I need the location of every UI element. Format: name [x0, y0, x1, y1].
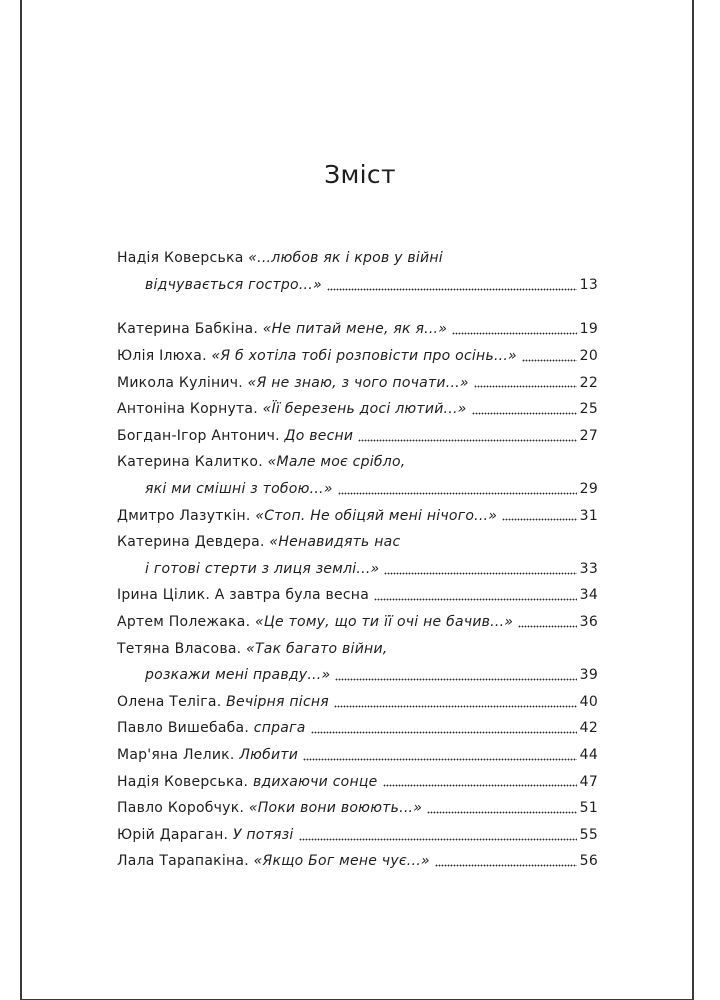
toc-author: Артем Полежака — [117, 614, 246, 631]
page-right-edge — [692, 0, 694, 1000]
toc-entry-continuation[interactable] — [117, 556, 598, 583]
toc-entry[interactable] — [117, 609, 598, 636]
toc-title: «Ненавидять нас — [269, 534, 401, 551]
dot-leader — [374, 598, 577, 602]
toc-author: Катерина Девдера — [117, 534, 261, 551]
toc-entry[interactable] — [117, 423, 598, 450]
toc-author: Микола Кулінич — [117, 374, 239, 391]
toc-author: Надія Коверська — [117, 250, 244, 267]
toc-separator: . — [245, 614, 256, 631]
toc-author: Юлія Ілюха — [117, 348, 203, 365]
toc-title: До весни — [284, 427, 354, 444]
toc-author: Надія Коверська — [117, 773, 244, 790]
toc-page-number: 25 — [579, 401, 598, 418]
toc-title: «Я б хотіла тобі розповісти про осінь...» — [211, 348, 517, 365]
toc-title-continuation: відчувається гостро...» — [145, 276, 322, 293]
toc-entry[interactable] — [117, 715, 598, 742]
toc-page-number: 40 — [579, 693, 598, 710]
toc-author: Лала Тарапакіна — [117, 853, 245, 870]
dot-leader — [452, 332, 577, 336]
toc-entry[interactable] — [117, 821, 598, 848]
page-title: Зміст — [324, 160, 396, 189]
toc-page-number: 22 — [579, 374, 598, 391]
toc-entry-continuation[interactable] — [117, 662, 598, 689]
toc-title: А завтра була весна — [214, 587, 370, 604]
toc-title-continuation: розкажи мені правду...» — [145, 667, 331, 684]
dot-leader — [299, 837, 577, 841]
toc-title: «Поки вони воюють...» — [248, 800, 423, 817]
toc-page-number: 19 — [579, 321, 598, 338]
toc-author: Олена Теліга — [117, 693, 217, 710]
toc-entry[interactable] — [117, 316, 598, 343]
dot-leader — [474, 385, 577, 389]
toc-separator: . — [239, 800, 249, 817]
toc-separator: . — [243, 773, 253, 790]
toc-entry-continuation[interactable] — [117, 272, 598, 299]
toc-separator: . — [244, 720, 254, 737]
toc-separator: . — [275, 427, 285, 444]
toc-author: Павло Вишебаба — [117, 720, 245, 737]
toc-title: «Так багато війни, — [246, 640, 388, 657]
toc-page-number: 33 — [579, 560, 598, 577]
dot-leader — [383, 784, 577, 788]
toc-page-number: 34 — [579, 587, 598, 604]
toc-author: Ірина Цілик — [117, 587, 206, 604]
toc-page-number: 36 — [579, 614, 598, 631]
toc-author: Тетяна Власова — [117, 640, 237, 657]
toc-title: вдихаючи сонце — [252, 773, 378, 790]
toc-page-number: 56 — [579, 853, 598, 870]
toc-page-number: 27 — [579, 427, 598, 444]
toc-page-number: 44 — [579, 746, 598, 763]
dot-leader — [334, 704, 577, 708]
toc-separator: . — [205, 587, 215, 604]
toc-separator: . — [244, 853, 254, 870]
dot-leader — [358, 438, 576, 442]
toc-author: Катерина Калитко — [117, 454, 259, 471]
toc-entry[interactable] — [117, 245, 598, 272]
toc-title: «Стоп. Не обіцяй мені нічого...» — [255, 507, 498, 524]
toc-separator: . — [253, 401, 263, 418]
toc-page-number: 55 — [579, 826, 598, 843]
toc-title: Любити — [239, 746, 299, 763]
toc-page-number: 13 — [579, 276, 598, 293]
toc-title: «Мале моє срібло, — [267, 454, 406, 471]
toc-author: Павло Коробчук — [117, 800, 240, 817]
toc-entry[interactable] — [117, 848, 598, 875]
dot-leader — [435, 864, 577, 868]
toc-page-number: 42 — [579, 720, 598, 737]
toc-entry[interactable] — [117, 529, 598, 556]
toc-page-number: 29 — [579, 481, 598, 498]
toc-entry-continuation[interactable] — [117, 476, 598, 503]
toc-page-number: 31 — [579, 507, 598, 524]
toc-separator: . — [245, 507, 256, 524]
dot-leader — [472, 412, 577, 416]
toc-author: Юрій Дараган — [117, 826, 224, 843]
dot-leader — [335, 678, 576, 682]
toc-entry[interactable] — [117, 742, 598, 769]
toc-separator: . — [236, 640, 247, 657]
toc-title-continuation: і готові стерти з лиця землі...» — [145, 560, 380, 577]
toc-title: «...любов як і кров у війні — [248, 250, 443, 267]
page-left-edge — [20, 0, 22, 1000]
toc-page-number: 47 — [579, 773, 598, 790]
toc-author: Мар'яна Лелик — [117, 746, 230, 763]
toc-entry[interactable] — [117, 582, 598, 609]
toc-entry[interactable] — [117, 343, 598, 370]
toc-separator: . — [202, 348, 212, 365]
dot-leader — [518, 624, 576, 628]
toc-entry[interactable] — [117, 689, 598, 716]
toc-entry[interactable] — [117, 795, 598, 822]
dot-leader — [502, 518, 577, 522]
dot-leader — [303, 757, 577, 761]
toc-page-number: 39 — [579, 667, 598, 684]
dot-leader — [311, 731, 577, 735]
toc-separator: . — [238, 374, 248, 391]
toc-page-number: 51 — [579, 800, 598, 817]
toc-title: У потязі — [232, 826, 294, 843]
dot-leader — [427, 810, 577, 814]
toc-separator: . — [258, 454, 268, 471]
toc-page-number: 20 — [579, 348, 598, 365]
toc-separator: . — [229, 746, 240, 763]
table-of-contents — [117, 245, 598, 875]
toc-entry[interactable] — [117, 635, 598, 662]
dot-leader — [338, 491, 577, 495]
toc-title: «Не питай мене, як я...» — [262, 321, 448, 338]
toc-title: «Її березень досі лютий...» — [262, 401, 467, 418]
dot-leader — [327, 287, 577, 291]
toc-title: «Я не знаю, з чого почати...» — [247, 374, 469, 391]
toc-separator: . — [216, 693, 227, 710]
toc-separator: . — [253, 321, 263, 338]
toc-title: «Якщо Бог мене чує...» — [253, 853, 430, 870]
toc-title: «Це тому, що ти її очі не бачив...» — [255, 614, 514, 631]
toc-entry[interactable] — [117, 396, 598, 423]
toc-entry[interactable] — [117, 369, 598, 396]
toc-title-continuation: які ми смішні з тобою...» — [145, 481, 333, 498]
toc-entry[interactable] — [117, 502, 598, 529]
toc-author: Антоніна Корнута — [117, 401, 254, 418]
toc-separator: . — [223, 826, 233, 843]
dot-leader — [384, 571, 576, 575]
toc-author: Дмитро Лазуткін — [117, 507, 246, 524]
toc-author: Катерина Бабкіна — [117, 321, 254, 338]
dot-leader — [522, 358, 577, 362]
toc-author: Богдан-Ігор Антонич — [117, 427, 276, 444]
toc-separator: . — [260, 534, 270, 551]
toc-title: Вечірня пісня — [226, 693, 329, 710]
toc-entry[interactable] — [117, 768, 598, 795]
toc-title: спрага — [253, 720, 306, 737]
toc-entry[interactable] — [117, 449, 598, 476]
